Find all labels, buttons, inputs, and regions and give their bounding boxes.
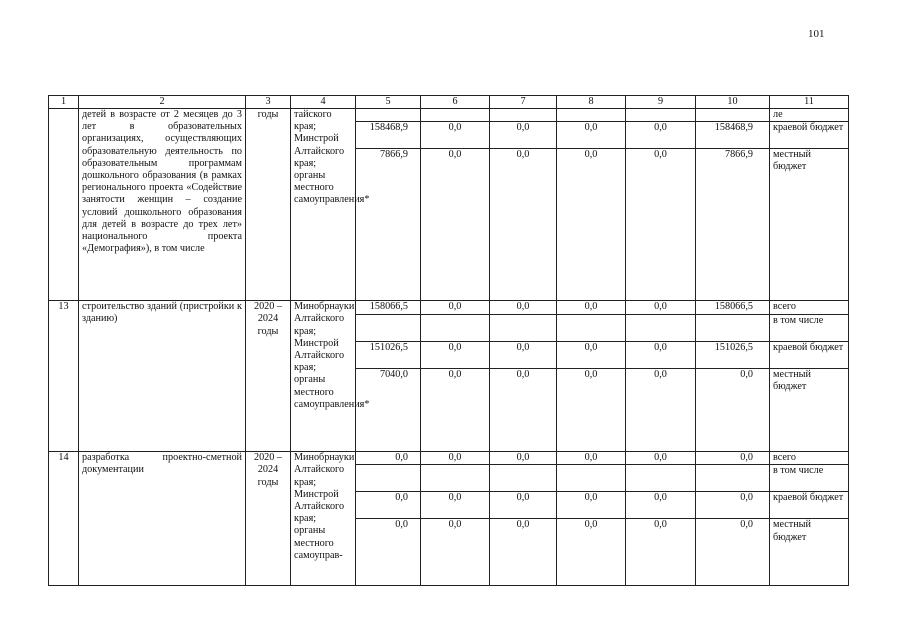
- funding-source: ле: [770, 109, 849, 122]
- value-cell: [356, 109, 421, 122]
- value-cell: [490, 109, 557, 122]
- value-cell: [490, 315, 557, 342]
- column-header: 1: [49, 96, 79, 109]
- value-cell: 7866,9: [696, 149, 770, 301]
- value-cell: 0,0: [421, 492, 490, 519]
- column-header: 7: [490, 96, 557, 109]
- value-cell: 0,0: [557, 492, 626, 519]
- value-cell: 0,0: [557, 369, 626, 452]
- page-number: 101: [808, 28, 825, 40]
- column-header: 4: [291, 96, 356, 109]
- value-cell: 0,0: [557, 149, 626, 301]
- value-cell: 0,0: [696, 492, 770, 519]
- value-cell: [490, 465, 557, 492]
- value-cell: 0,0: [356, 492, 421, 519]
- period-cell: годы: [246, 109, 291, 301]
- value-cell: 0,0: [490, 369, 557, 452]
- value-cell: 0,0: [421, 301, 490, 315]
- value-cell: 0,0: [696, 369, 770, 452]
- funding-source: местный бюджет: [770, 149, 849, 301]
- row-number-cell: [49, 109, 79, 301]
- value-cell: [557, 109, 626, 122]
- value-cell: 0,0: [421, 342, 490, 369]
- executors-cell: тайского края; Минстрой Алтайского края; органы местного самоуправления*: [291, 109, 356, 301]
- value-cell: 0,0: [421, 519, 490, 586]
- funding-source: всего: [770, 452, 849, 465]
- value-cell: 0,0: [490, 492, 557, 519]
- value-cell: 0,0: [626, 301, 696, 315]
- funding-source: в том числе: [770, 315, 849, 342]
- value-cell: 0,0: [696, 519, 770, 586]
- value-cell: [626, 109, 696, 122]
- value-cell: 0,0: [626, 369, 696, 452]
- measure-description: строительство зданий (пристройки к зданию): [79, 301, 246, 452]
- column-number-row: [49, 96, 849, 109]
- funding-source: краевой бюджет: [770, 122, 849, 149]
- value-cell: 151026,5: [696, 342, 770, 369]
- value-cell: [626, 465, 696, 492]
- column-header: 3: [246, 96, 291, 109]
- funding-source: в том числе: [770, 465, 849, 492]
- value-cell: 151026,5: [356, 342, 421, 369]
- funding-source: краевой бюджет: [770, 342, 849, 369]
- funding-source: краевой бюджет: [770, 492, 849, 519]
- measure-description: детей в возрасте от 2 месяцев до 3 лет в образовательных организациях, осуществляющих образовательную деятельность по образовательным программам дошкольного образования (в рамках регионального проекта «Содействие занятости женщин – создание условий дошкольного образования для детей в возрасте до трех лет» национального проекта «Демография»), в том числе: [79, 109, 246, 301]
- value-cell: 0,0: [557, 122, 626, 149]
- column-header: 6: [421, 96, 490, 109]
- value-cell: 0,0: [421, 452, 490, 465]
- value-cell: 158468,9: [696, 122, 770, 149]
- value-cell: 158066,5: [696, 301, 770, 315]
- column-header: 9: [626, 96, 696, 109]
- value-cell: 7040,0: [356, 369, 421, 452]
- column-header: 11: [770, 96, 849, 109]
- value-cell: 0,0: [626, 519, 696, 586]
- value-cell: [696, 315, 770, 342]
- value-cell: 0,0: [490, 342, 557, 369]
- row-number-cell: 13: [49, 301, 79, 452]
- value-cell: 0,0: [490, 519, 557, 586]
- value-cell: [421, 315, 490, 342]
- value-cell: [696, 109, 770, 122]
- value-cell: 0,0: [626, 452, 696, 465]
- value-cell: [696, 465, 770, 492]
- column-header: 2: [79, 96, 246, 109]
- value-cell: 0,0: [421, 369, 490, 452]
- value-cell: 0,0: [490, 452, 557, 465]
- value-cell: 0,0: [421, 122, 490, 149]
- period-cell: 2020 – 2024 годы: [246, 452, 291, 586]
- table-row: [49, 452, 849, 465]
- value-cell: 0,0: [490, 149, 557, 301]
- funding-source: местный бюджет: [770, 519, 849, 586]
- funding-source: всего: [770, 301, 849, 315]
- value-cell: 0,0: [356, 452, 421, 465]
- value-cell: 7866,9: [356, 149, 421, 301]
- table-row: [49, 109, 849, 122]
- value-cell: 0,0: [626, 492, 696, 519]
- value-cell: 0,0: [490, 301, 557, 315]
- row-number-cell: 14: [49, 452, 79, 586]
- value-cell: [626, 315, 696, 342]
- value-cell: 0,0: [557, 301, 626, 315]
- value-cell: 0,0: [557, 519, 626, 586]
- column-header: 8: [557, 96, 626, 109]
- value-cell: 0,0: [626, 122, 696, 149]
- value-cell: 0,0: [557, 452, 626, 465]
- value-cell: 0,0: [490, 122, 557, 149]
- table-row: [49, 301, 849, 315]
- value-cell: [356, 465, 421, 492]
- value-cell: 0,0: [356, 519, 421, 586]
- value-cell: 158468,9: [356, 122, 421, 149]
- value-cell: 158066,5: [356, 301, 421, 315]
- value-cell: [557, 315, 626, 342]
- column-header: 10: [696, 96, 770, 109]
- value-cell: [421, 465, 490, 492]
- executors-cell: Минобрнауки Алтайского края; Минстрой Алтайского края; органы местного самоуправ-: [291, 452, 356, 586]
- measure-description: разработка проектно-сметной документации: [79, 452, 246, 586]
- value-cell: 0,0: [421, 149, 490, 301]
- value-cell: 0,0: [557, 342, 626, 369]
- column-header: 5: [356, 96, 421, 109]
- value-cell: [421, 109, 490, 122]
- value-cell: [557, 465, 626, 492]
- value-cell: 0,0: [626, 342, 696, 369]
- funding-source: местный бюджет: [770, 369, 849, 452]
- value-cell: 0,0: [626, 149, 696, 301]
- value-cell: 0,0: [696, 452, 770, 465]
- value-cell: [356, 315, 421, 342]
- budget-table: [48, 95, 849, 586]
- period-cell: 2020 – 2024 годы: [246, 301, 291, 452]
- executors-cell: Минобрнауки Алтайского края; Минстрой Алтайского края; органы местного самоуправления*: [291, 301, 356, 452]
